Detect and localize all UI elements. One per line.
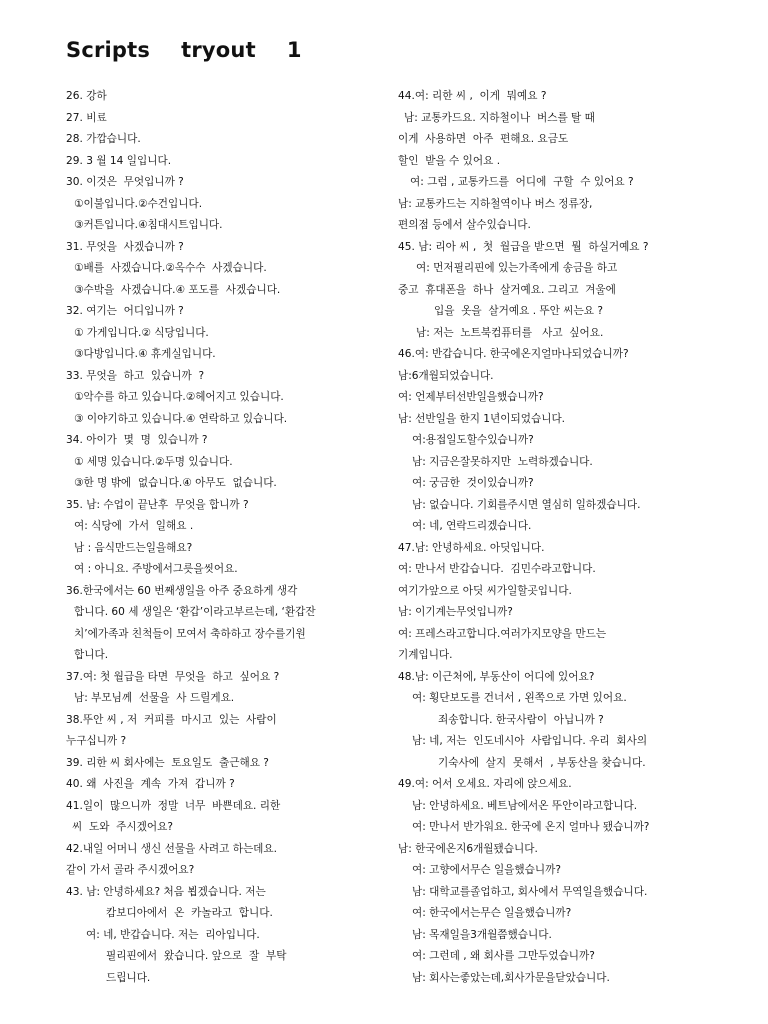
right-column (398, 86, 728, 989)
script-line: 34. 아이가 몇 명 있습니까 ? (66, 434, 208, 446)
script-line: ①악수를 하고 있습니다.②헤어지고 있습니다. (74, 391, 284, 403)
script-line: 여: 궁금한 것이있습니까? (412, 477, 534, 489)
script-line: 33. 무엇을 하고 있습니까 ? (66, 369, 205, 382)
script-line: 여: 만나서 반가워요. 한국에 온지 얼마나 됐습니까? (412, 821, 650, 833)
script-line: 41.일이 많으니까 정말 너무 바쁜데요. 리한 (66, 799, 281, 812)
script-line: 30. 이것은 무엇입니까 ? (66, 176, 184, 188)
left-column (66, 86, 396, 989)
script-line: 입을 옷을 살거예요 . 뚜안 씨는요 ? (434, 305, 603, 317)
script-line: 남: 안녕하세요. 베트남에서온 뚜안이라고합니다. (412, 799, 638, 812)
script-line: 남: 선반일을 한지 1년이되었습니다. (398, 412, 566, 425)
script-line: 49.여: 어서 오세요. 자리에 앉으세요. (398, 778, 572, 790)
script-line: 여: 네, 반갑습니다. 저는 리아입니다. (86, 928, 260, 941)
script-line: ③한 명 밖에 없습니다.④ 아무도 없습니다. (74, 477, 277, 489)
script-line: 편의점 등에서 살수있습니다. (398, 219, 531, 231)
script-line: 캄보디아에서 온 카놀라고 합니다. (106, 907, 273, 919)
script-line: 남: 목재일을3개월쯤했습니다. (412, 928, 552, 941)
script-line: 합니다. (74, 649, 109, 661)
script-line: ③수박을 사겠습니다.④ 포도를 사겠습니다. (74, 283, 281, 296)
script-line: 35. 남: 수업이 끝난후 무엇을 합니까 ? (66, 498, 249, 511)
script-line: 여:용접일도할수있습니까? (412, 434, 534, 446)
script-line: 필리핀에서 왔습니다. 앞으로 잘 부탁 (106, 950, 287, 962)
script-line: 남: 교통카드는 지하철역이나 버스 정류장, (398, 197, 593, 210)
script-line: 여: 한국에서는무슨 일을했습니까? (412, 907, 572, 919)
script-line: 29. 3 월 14 일입니다. (66, 154, 172, 167)
script-line: 남: 교통카드요. 지하철이나 버스를 탈 때 (404, 111, 595, 124)
script-line: 남 : 음식만드는일을해요? (74, 541, 193, 554)
script-line: 32. 여기는 어디입니까 ? (66, 305, 184, 317)
script-line: 드립니다. (106, 971, 151, 984)
script-line: 27. 비료 (66, 111, 107, 124)
script-line: 남: 지금은잘못하지만 노력하겠습니다. (412, 455, 593, 468)
script-line: 여: 그럼 , 교통카드를 어디에 구할 수 있어요 ? (410, 176, 634, 188)
script-line: 남: 네, 저는 인도네시아 사람입니다. 우리 회사의 (412, 735, 648, 747)
script-line: ① 세명 있습니다.②두명 있습니다. (74, 455, 233, 468)
script-line: 26. 강하 (66, 90, 107, 102)
script-line: 47.남: 안녕하세요. 아딧입니다. (398, 541, 545, 554)
script-line: 40. 왜 사진을 계속 가져 갑니까 ? (66, 778, 235, 790)
script-line: 남: 회사는좋았는데,회사가문을닫았습니다. (412, 971, 610, 984)
script-line: 여기가앞으로 아딧 씨가일할곳입니다. (398, 584, 572, 597)
script-line: 44.여: 리한 씨 , 이게 뭐예요 ? (398, 90, 547, 102)
script-line: 46.여: 반갑습니다. 한국에온지얼마나되었습니까? (398, 348, 629, 360)
script-line: ①이불입니다.②수건입니다. (74, 197, 203, 210)
script-line: 여: 식당에 가서 일해요 . (74, 520, 194, 532)
script-line: 이게 사용하면 아주 편해요. 요금도 (398, 133, 569, 145)
document-title: Scripts tryout 1 (66, 38, 302, 62)
script-line: ①배를 사겠습니다.②옥수수 사겠습니다. (74, 262, 267, 274)
script-line: 남: 대학교를졸업하고, 회사에서 무역일을했습니다. (412, 885, 648, 898)
script-line: 48.남: 이근처에, 부동산이 어디에 있어요? (398, 670, 595, 683)
script-line: 여: 언제부터선반일을했습니까? (398, 391, 544, 403)
script-line: 기숙사에 살지 못해서 , 부동산을 찾습니다. (438, 756, 646, 769)
script-line: 중고 휴대폰을 하나 살거예요. 그리고 겨울에 (398, 283, 616, 296)
script-line: ③ 이야기하고 있습니다.④ 연락하고 있습니다. (74, 412, 288, 425)
script-line: 여: 네, 연락드리겠습니다. (412, 520, 532, 532)
script-line: 남: 한국에온지6개월됐습니다. (398, 842, 538, 855)
script-line: 남: 없습니다. 기회를주시면 열심히 일하겠습니다. (412, 498, 641, 511)
script-line: 39. 리한 씨 회사에는 토요일도 출근해요 ? (66, 756, 269, 769)
script-line: 씨 도와 주시겠어요? (72, 821, 173, 833)
script-line: ① 가게입니다.② 식당입니다. (74, 326, 209, 339)
script-line: 같이 가서 골라 주시겠어요? (66, 864, 195, 876)
script-line: 여: 프레스라고합니다.여러가지모양을 만드는 (398, 627, 607, 640)
script-line: 여 : 아니요. 주방에서그릇을씻어요. (74, 563, 238, 575)
script-line: 45. 남: 리아 씨 , 첫 월급을 받으면 뭘 하실거예요 ? (398, 240, 649, 253)
script-line: 42.내일 어머니 생신 선물을 사려고 하는데요. (66, 842, 278, 855)
script-line: ③다방입니다.④ 휴게실입니다. (74, 348, 216, 360)
script-line: 여: 만나서 반갑습니다. 김민수라고합니다. (398, 563, 596, 575)
script-line: 남: 이기계는무엇입니까? (398, 606, 513, 618)
script-line: 여: 먼저필리핀에 있는가족에게 송금을 하고 (416, 262, 618, 274)
script-line: 43. 남: 안녕하세요? 처음 뵙겠습니다. 저는 (66, 885, 266, 898)
script-line: 31. 무엇을 사겠습니까 ? (66, 240, 184, 253)
script-line: 남:6개월되었습니다. (398, 369, 494, 382)
script-line: ③커튼입니다.④침대시트입니다. (74, 219, 223, 231)
script-line: 치’에가족과 친척들이 모여서 축하하고 장수를기원 (74, 627, 306, 640)
script-line: 여: 그런데 , 왜 회사를 그만두었습니까? (412, 950, 595, 962)
script-line: 할인 받을 수 있어요 . (398, 154, 501, 167)
script-line: 합니다. 60 세 생일은 ‘환갑’이라고부르는데, ‘환갑잔 (74, 606, 316, 618)
script-line: 여: 횡단보도를 건너서 , 왼쪽으로 가면 있어요. (412, 692, 627, 704)
script-line: 남: 부모님께 선물을 사 드릴게요. (74, 692, 235, 704)
script-line: 37.여: 첫 월급을 타면 무엇을 하고 싶어요 ? (66, 670, 280, 683)
script-line: 38.뚜안 씨 , 저 커피를 마시고 있는 사람이 (66, 713, 277, 726)
script-line: 28. 가깝습니다. (66, 133, 141, 145)
script-line: 남: 저는 노트북컴퓨터를 사고 싶어요. (416, 326, 604, 339)
script-line: 죄송합니다. 한국사람이 아닙니까 ? (438, 713, 604, 726)
script-line: 36.한국에서는 60 번째생일을 아주 중요하게 생각 (66, 584, 298, 597)
script-line: 기계입니다. (398, 649, 453, 661)
script-line: 누구십니까 ? (66, 735, 127, 747)
script-line: 여: 고향에서무슨 일을했습니까? (412, 864, 561, 876)
